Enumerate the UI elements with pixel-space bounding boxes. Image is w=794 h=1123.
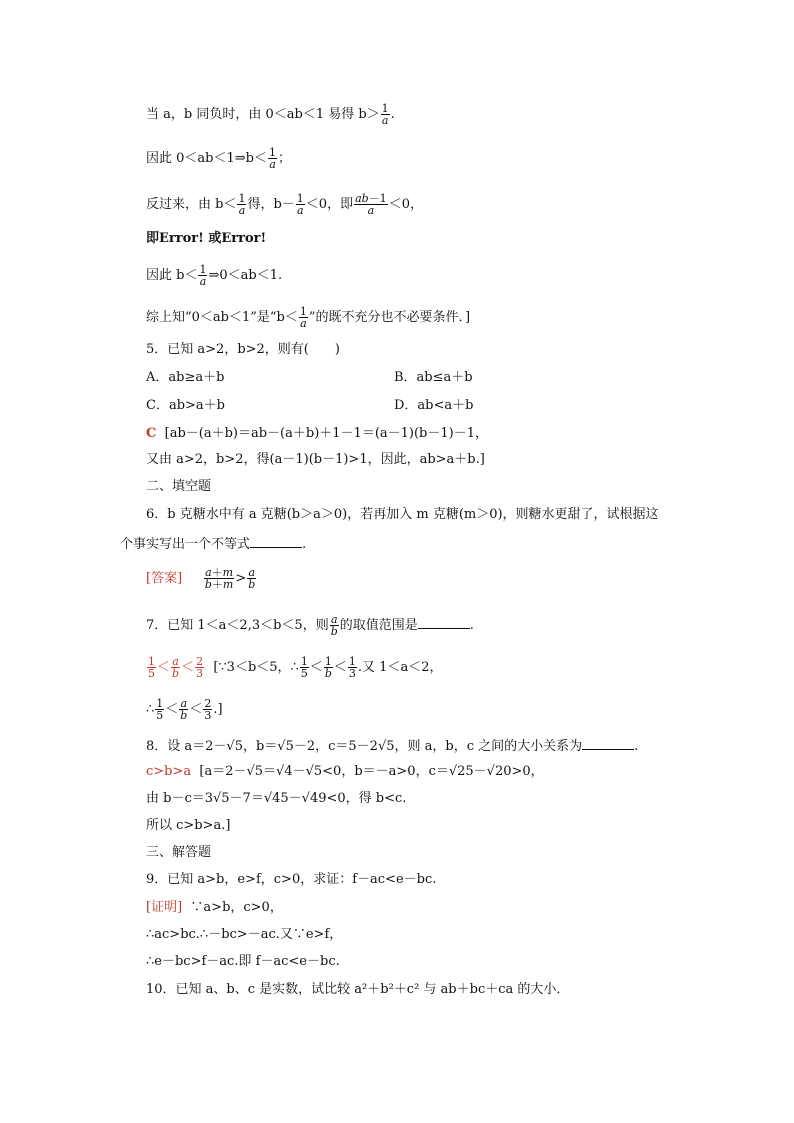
proof-line-1: [证明] ∵a>b，c>0， bbox=[146, 900, 283, 915]
line-3: 反过来，由 b＜ $\frac{1}{a}$ 得，b－ $\frac{1}{a}$ ＜0，即 $\frac{ab-1}{a}$ ＜0， bbox=[146, 192, 423, 217]
answer-5-line-1: C [ab－(a＋b)＝ab－(a＋b)＋1－1＝(a－1)(b－1)－1， bbox=[146, 426, 488, 441]
line-1: 当 a，b 同负时，由 0＜ab＜1 易得 b＞ $\frac{1}{a}$ . bbox=[146, 102, 395, 127]
question-6-line-2: 个事实写出一个不等式 . bbox=[120, 537, 307, 552]
answer-7-line-2: ∴ $\frac{1}{5}$ ＜ $\frac{a}{b}$ ＜ $\frac{2}{3}$ .] bbox=[146, 697, 223, 722]
answer-letter: C bbox=[146, 426, 157, 441]
question-5: 5．已知 a>2，b>2，则有( ) bbox=[146, 342, 340, 357]
option-d: D．ab<a＋b bbox=[394, 398, 474, 413]
answer-8-result: c>b>a bbox=[146, 764, 192, 779]
line-6: 综上知“0＜ab＜1”是“b＜ $\frac{1}{a}$ ”的既不充分也不必要条件．] bbox=[146, 305, 471, 330]
answer-blank bbox=[250, 535, 302, 548]
answer-7-range: $\frac{1}{5}$ ＜ $\frac{a}{b}$ ＜ $\frac{2}{3}$ bbox=[148, 655, 204, 680]
option-a: A．ab≥a＋b bbox=[146, 370, 225, 385]
proof-line-3: ∴e－bc>f－ac.即 f－ac<e－bc. bbox=[146, 954, 340, 969]
line-4: 即Error! 或Error! bbox=[146, 231, 267, 246]
proof-tag: [证明] bbox=[146, 900, 183, 915]
question-9: 9．已知 a>b，e>f，c>0，求证：f－ac<e－bc. bbox=[146, 872, 437, 887]
line-5: 因此 b＜ $\frac{1}{a}$ ⇒0＜ab＜1. bbox=[146, 263, 283, 288]
question-8: 8．设 a＝2－√5，b＝√5－2，c＝5－2√5，则 a，b，c 之间的大小关系为 . bbox=[146, 739, 639, 754]
question-6-line-1: 6．b 克糖水中有 a 克糖(b＞a＞0)，若再加入 m 克糖(m＞0)，则糖水更甜了，试根据这 bbox=[146, 507, 659, 522]
answer-8-line-3: 所以 c>b>a.] bbox=[146, 818, 231, 833]
answer-6: [答案] $\frac{a+m}{b+m}$ > $\frac{a}{b}$ bbox=[146, 566, 256, 591]
answer-5-line-2: 又由 a>2，b>2，得(a－1)(b－1)>1，因此，ab>a＋b.] bbox=[146, 452, 485, 467]
question-7: 7．已知 1＜a＜2,3＜b＜5，则 $\frac{a}{b}$ 的取值范围是 . bbox=[146, 613, 474, 638]
answer-tag: [答案] bbox=[146, 571, 183, 586]
option-c: C．ab>a＋b bbox=[146, 398, 225, 413]
text: 当 a，b 同负时，由 0＜ab＜1 易得 b＞ bbox=[146, 107, 380, 122]
section-fill-in: 二、填空题 bbox=[146, 479, 212, 494]
section-solutions: 三、解答题 bbox=[146, 845, 212, 860]
answer-7-line-1: $\frac{1}{5}$ ＜ $\frac{a}{b}$ ＜ $\frac{2}{3}$ [∵3＜b＜5，∴ $\frac{1}{5}$ ＜ $\frac{1}{b}$ ＜ $\frac{1}{3}$ .又 1＜a＜2， bbox=[148, 655, 443, 680]
line-2: 因此 0＜ab＜1⇒b＜ $\frac{1}{a}$ ； bbox=[146, 146, 291, 171]
proof-line-2: ∴ac>bc.∴－bc>－ac.又∵e>f， bbox=[146, 927, 343, 942]
question-10: 10．已知 a、b、c 是实数，试比较 a²＋b²＋c² 与 ab＋bc＋ca 的大小． bbox=[146, 982, 570, 997]
fraction-1-over-a: $\frac{1}{a}$ bbox=[381, 102, 389, 127]
answer-8-line-2: 由 b－c＝3√5－7＝√45－√49<0，得 b<c. bbox=[146, 791, 407, 806]
answer-8-line-1: c>b>a [a＝2－√5＝√4－√5<0，b＝－a>0，c＝√25－√20>0， bbox=[146, 764, 544, 779]
option-b: B．ab≤a＋b bbox=[394, 370, 473, 385]
